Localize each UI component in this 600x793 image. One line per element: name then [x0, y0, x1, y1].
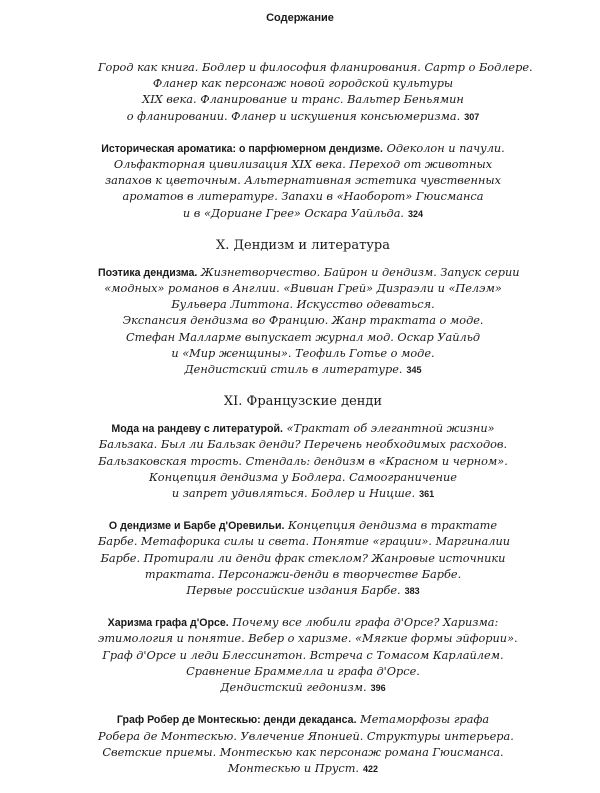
- toc-entry-line: [98, 680, 508, 696]
- toc-page-number: 307: [464, 111, 480, 122]
- toc-entry-text: Город как книга. Бодлер и философия фланирования. Сартр о Бодлере.: [98, 61, 533, 74]
- toc-entry-heading: Граф Робер де Монтескью: денди декаданса.: [116, 714, 357, 727]
- toc-entry-line: [98, 615, 508, 631]
- toc-entry-line: [98, 173, 508, 189]
- toc-entry-text: Граф д'Орсе и леди Блессингтон. Встреча с Томасом Карлайлем.: [102, 648, 504, 662]
- toc-entry-text: Сравнение Браммелла и графа д'Орсе.: [186, 664, 420, 678]
- toc-entry-text: Стефан Малларме выпускает журнал мод. Оскар Уайльд: [125, 330, 480, 344]
- part-title: XI. Французские денди: [223, 394, 383, 410]
- toc-page-number: 383: [404, 586, 420, 597]
- toc-entry-text: Монтескью и Пруст.: [227, 761, 360, 775]
- toc-entry-text: Робера де Монтескью. Увлечение Японией. Структуры интерьера.: [98, 729, 514, 743]
- toc-entry-line: [98, 60, 533, 76]
- toc-entry-line: [98, 454, 508, 470]
- toc-entry-line: [98, 313, 508, 329]
- toc-entry-text: Жизнетворчество. Байрон и дендизм. Запуск серии: [200, 265, 520, 279]
- toc-entry-line: [98, 437, 508, 453]
- toc-entry-text: запахов к цветочным. Альтернативная эстетика чувственных: [105, 174, 501, 188]
- toc-entry-line: [98, 712, 508, 728]
- toc-entry-line: [98, 297, 508, 313]
- toc-entry: [98, 518, 511, 599]
- toc-entry-heading: Харизма графа д'Орсе.: [107, 617, 229, 630]
- toc-page-number: 396: [370, 683, 386, 694]
- toc-entry-line: [98, 362, 508, 378]
- toc-entry-text: Барбе. Протирали ли денди фрак стеклом? Жанровые источники: [100, 551, 506, 565]
- running-head: Содержание: [266, 12, 334, 24]
- toc-page-number: 345: [406, 365, 422, 376]
- toc-entry-line: [98, 664, 508, 680]
- toc-entry-line: [98, 109, 508, 125]
- toc-entry-text: Ольфакторная цивилизация XIX века. Переход от животных: [113, 158, 493, 172]
- toc-entry-text: Бальзаковская трость. Стендаль: дендизм в «Красном и черном».: [98, 454, 508, 468]
- toc-entry-line: [98, 745, 508, 761]
- toc-entry-text: Одеколон и пачули.: [386, 141, 505, 155]
- toc-entry: [98, 141, 508, 222]
- toc-entry-line: [98, 141, 508, 157]
- toc-entry-text: Светские приемы. Монтескью как персонаж романа Гюисманса.: [102, 745, 504, 759]
- toc-entry-line: [98, 729, 514, 745]
- toc-entry: [98, 615, 518, 696]
- toc-entry-line: [98, 157, 508, 173]
- toc-entry-line: [98, 631, 518, 647]
- toc-entry-text: Концепция дендизма в трактате: [288, 519, 498, 533]
- toc-entry-line: [98, 265, 520, 281]
- toc-entry-line: [98, 648, 508, 664]
- toc-entry-line: [98, 534, 511, 550]
- toc-entry: [98, 712, 514, 777]
- toc-entry-line: [98, 486, 508, 502]
- toc-entry-line: [98, 583, 508, 599]
- toc-entry-text: Бульвера Литтона. Искусство одеваться.: [171, 298, 435, 312]
- toc-entry-line: [98, 281, 508, 297]
- toc-entry-text: Барбе. Метафорика силы и света. Понятие «грации». Маргиналии: [98, 535, 511, 549]
- toc-entry-text: Первые российские издания Барбе.: [186, 584, 401, 598]
- toc-entry-heading: Поэтика дендизма.: [98, 266, 198, 279]
- toc-entry-heading: Мода на рандеву с литературой.: [111, 423, 283, 436]
- toc-entry-line: [98, 421, 508, 437]
- toc-entry-heading: О дендизме и Барбе д'Оревильи.: [108, 520, 285, 533]
- toc-entry-text: и «Мир женщины». Теофиль Готье о моде.: [171, 346, 435, 360]
- toc-entry-line: [98, 470, 508, 486]
- toc-entry-line: [98, 567, 508, 583]
- toc-entry-text: Концепция дендизма у Бодлера. Самоограничение: [149, 470, 457, 484]
- toc-entry-text: Бальзака. Был ли Бальзак денди? Перечень необходимых расходов.: [98, 438, 508, 452]
- toc-entry: [98, 421, 508, 502]
- toc-page-number: 324: [408, 208, 424, 219]
- toc-entry: [98, 60, 533, 125]
- part-title: X. Дендизм и литература: [215, 237, 391, 253]
- toc-entry-text: ароматов в литературе. Запахи в «Наоборот» Гюисманса: [122, 190, 484, 204]
- toc-entry-line: [98, 346, 508, 362]
- toc-entry-line: [98, 330, 508, 346]
- toc-entry-line: [98, 189, 508, 205]
- toc-page-number: 361: [419, 489, 435, 500]
- toc-entry-text: Фланер как персонаж новой городской культуры: [152, 77, 454, 91]
- table-of-contents: [98, 60, 533, 793]
- toc-entry-line: [98, 92, 508, 108]
- toc-entry-line: [98, 761, 508, 777]
- toc-entry-text: XIX века. Фланирование и транс. Вальтер Беньямин: [142, 93, 464, 107]
- toc-entry-text: Почему все любили графа д'Орсе? Харизма:: [232, 616, 499, 630]
- toc-entry-text: этимология и понятие. Вебер о харизме. «Мягкие формы эйфории».: [98, 632, 518, 646]
- toc-entry-text: и в «Дориане Грее» Оскара Уайльда.: [182, 206, 405, 220]
- toc-entry-text: Дендистский гедонизм.: [220, 681, 367, 695]
- toc-entry-line: [98, 551, 508, 567]
- toc-entry-text: о фланировании. Фланер и искушения консьюмеризма.: [126, 109, 461, 123]
- toc-entry-line: [98, 76, 508, 92]
- toc-entry-text: «модных» романов в Англии. «Вивиан Грей» Дизраэли и «Пелэм»: [104, 282, 502, 296]
- toc-entry-text: «Трактат об элегантной жизни»: [286, 422, 495, 436]
- toc-entry-heading: Историческая ароматика: о парфюмерном дендизме.: [101, 142, 383, 155]
- toc-entry-text: трактата. Персонажи-денди в творчестве Барбе.: [144, 567, 462, 581]
- toc-entry-text: и запрет удивляться. Бодлер и Ницше.: [171, 487, 416, 501]
- toc-entry-text: Метаморфозы графа: [360, 713, 490, 727]
- toc-entry-text: Экспансия дендизма во Францию. Жанр трактата о моде.: [122, 314, 484, 328]
- toc-entry-text: Дендистский стиль в литературе.: [184, 363, 403, 377]
- toc-entry: [98, 265, 520, 378]
- toc-entry-line: [98, 206, 508, 222]
- toc-page-number: 422: [363, 763, 379, 774]
- toc-entry-line: [98, 518, 508, 534]
